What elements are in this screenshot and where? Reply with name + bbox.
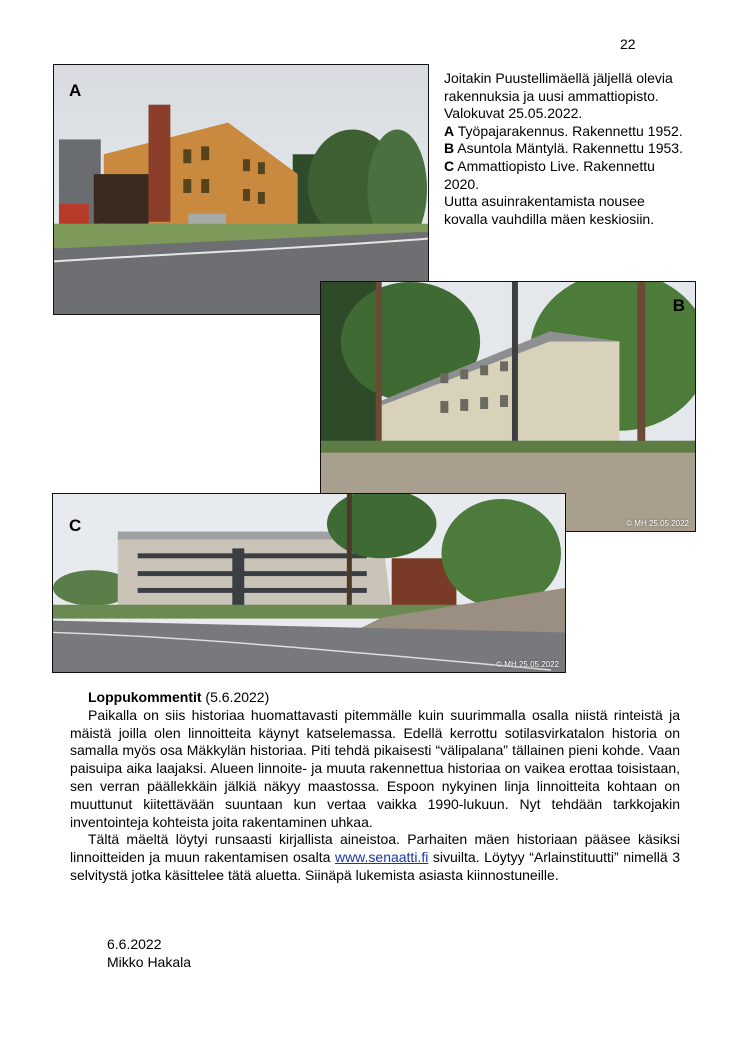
- photo-a-workshop-building: [53, 64, 429, 315]
- caption-item-c: [444, 158, 684, 193]
- caption-item-b: [444, 140, 684, 158]
- signature: [107, 936, 191, 972]
- caption-item-a-letter: A: [444, 122, 455, 139]
- photo-c-vocational-school: [52, 493, 566, 673]
- closing-heading-date: (5.6.2022): [201, 689, 270, 705]
- closing-heading: Loppukommentit: [88, 689, 202, 705]
- photo-b-label: B: [672, 296, 685, 315]
- photo-a-image: [54, 65, 428, 314]
- photo-c-label: C: [69, 516, 82, 535]
- photo-a-label: A: [69, 81, 82, 100]
- caption-intro: Joitakin Puustellimäellä jäljellä olevia rakennuksia ja uusi ammattiopisto. Valokuvat 25.05.2022.: [444, 70, 673, 122]
- senaatti-link[interactable]: www.senaatti.fi: [334, 849, 429, 866]
- caption-item-a-text: Työpajarakennus. Rakennettu 1952.: [457, 122, 683, 139]
- photo-c-credit: © MH 25.05.2022: [496, 660, 559, 669]
- closing-paragraph-2-end: sivuilta. Löytyy “Arlainstituutti” nimellä 3 selvitystä jotka käsittelee tätä aluetta. Siinäpä lukemista asiasta kiinnostuneille.: [70, 849, 680, 883]
- signature-name: Mikko Hakala: [107, 953, 192, 970]
- caption-item-a: [444, 123, 684, 141]
- closing-heading-line: [70, 689, 680, 707]
- photo-c-image: [53, 494, 565, 672]
- caption-item-b-text: Asuntola Mäntylä. Rakennettu 1953.: [457, 140, 683, 157]
- photo-b-credit: © MH 25.05.2022: [626, 519, 689, 528]
- caption-item-c-text: Ammattiopisto Live. Rakennettu 2020.: [444, 157, 655, 192]
- photo-caption: [444, 70, 684, 228]
- closing-paragraph-2-start: Tältä mäeltä löytyi runsaasti kirjallista aineistoa. Parhaiten mäen historiaan pääsee käsiksi linnoitteiden ja muun rakentamisen osalta: [70, 831, 680, 866]
- caption-item-c-letter: C: [444, 157, 455, 174]
- page-number: 22: [620, 36, 636, 52]
- closing-section: [70, 689, 680, 885]
- caption-outro: Uutta asuinrakentamista nousee kovalla vauhdilla mäen keskiosiin.: [444, 193, 655, 227]
- signature-date: 6.6.2022: [107, 936, 162, 952]
- closing-paragraph-1: Paikalla on siis historiaa huomattavasti pitemmälle kuin suurimmalla osalla niistä rinteistä ja mäistä joilla olen linnoitteita käynyt katselemassa. Edellä kerrottu sotilasvirkatalon historia on samalla myös osa Mäkkylän historiaa. Piti tehdä pikaisesti “välipalana” tällainen pieni kohde. Vaan paisuipa aika laajaksi. Alueen linnoite- ja muuta rakennettua historiaa on vaikea erottaa toisistaan, sen verran päällekkäin jälkiä näkyy maastossa. Espoon nykyinen linja linnoitteita kohtaan on muuttunut kiitettävään suuntaan kun vertaa vaikka 1990-lukuun. Nyt tehdään tarkkojakin inventointeja kohteista joita rakentaminen uhkaa.: [70, 706, 680, 830]
- closing-paragraph-2: [70, 831, 680, 884]
- caption-item-b-letter: B: [444, 140, 455, 157]
